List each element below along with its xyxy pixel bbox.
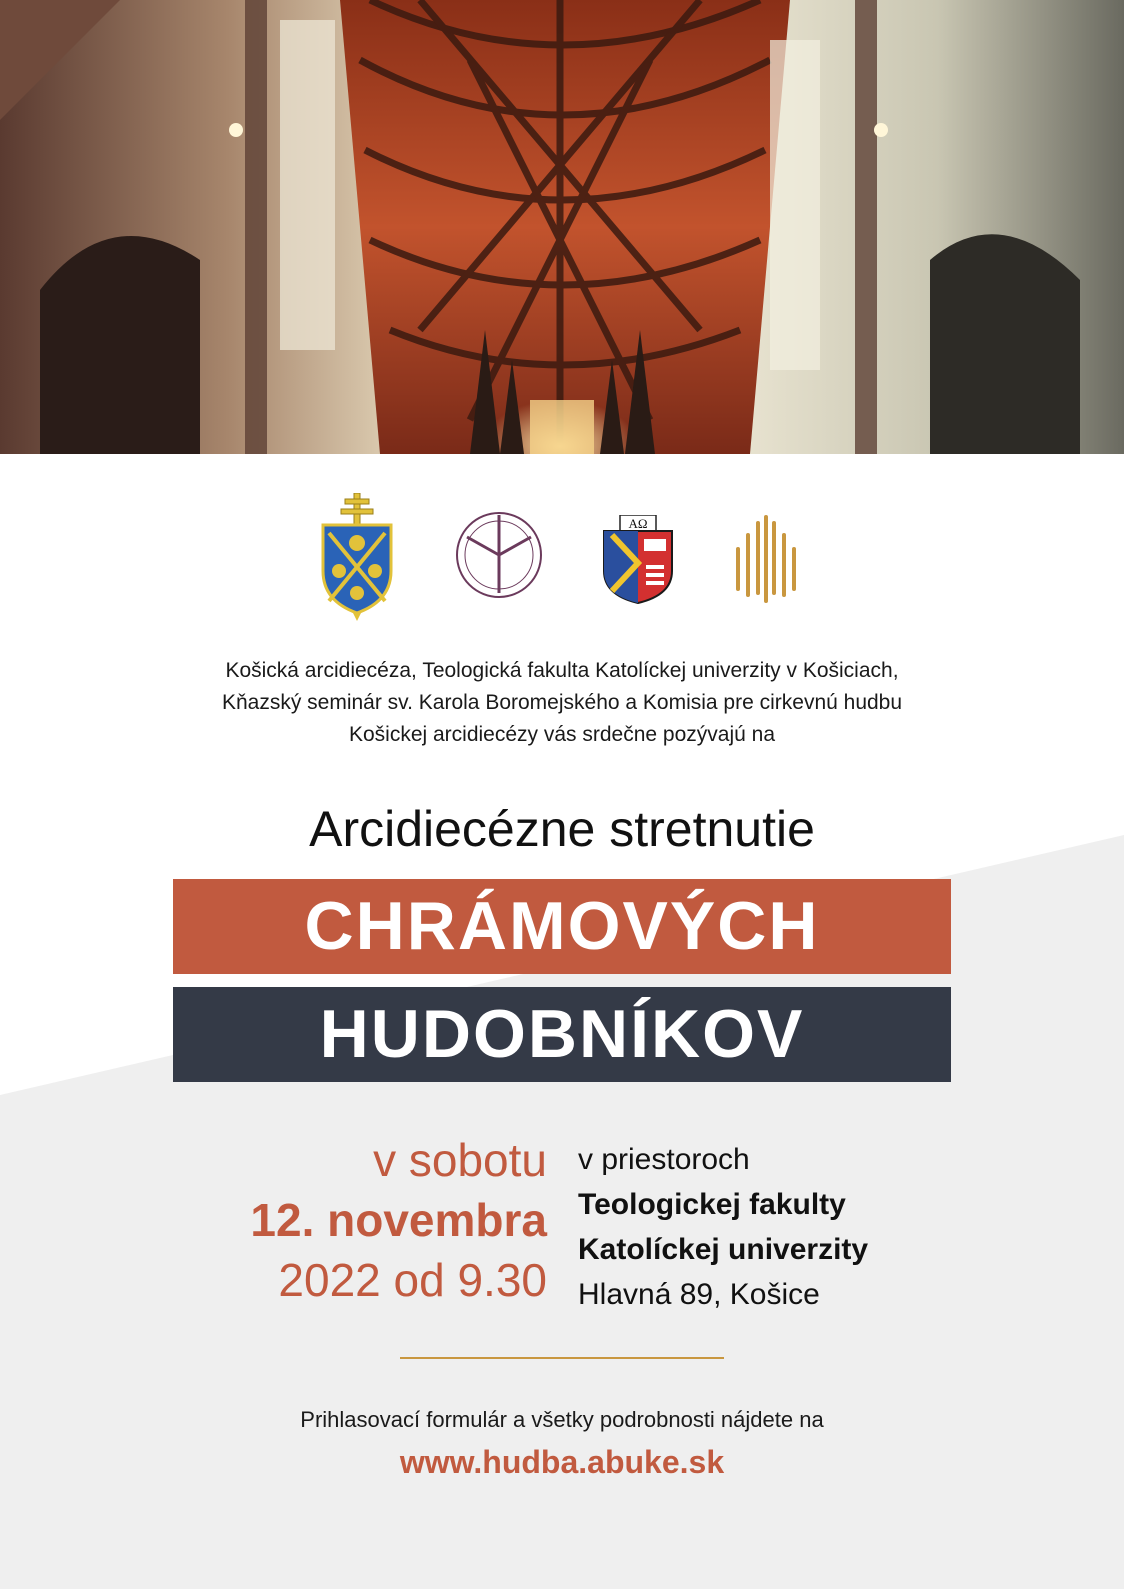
- registration-note: Prihlasovací formulár a všetky podrobnosti nájdete na: [300, 1407, 824, 1432]
- divider-line: [400, 1357, 724, 1359]
- intro-line: Košická arcidiecéza, Teologická fakulta Katolíckej univerzity v Košiciach,: [225, 659, 899, 682]
- seminary-crest-letters: AΩ: [628, 516, 648, 531]
- venue-address: Hlavná 89, Košice: [578, 1278, 820, 1311]
- logos-row: [0, 485, 1124, 625]
- venue-name-1: Teologickej fakulty: [578, 1188, 846, 1221]
- date-time: 2022 od 9.30: [278, 1254, 547, 1306]
- theology-faculty-seal-icon: [455, 511, 543, 599]
- seminary-coat-of-arms-icon: [602, 515, 674, 605]
- title-band-dark: HUDOBNÍKOV: [173, 987, 951, 1082]
- event-venue: [578, 1137, 868, 1317]
- venue-prefix: v priestoroch: [578, 1143, 750, 1176]
- date-day: 12. novembra: [250, 1194, 547, 1246]
- intro-line: Košickej arcidiecézy vás srdečne pozývajú na: [348, 723, 776, 746]
- archdiocese-coat-of-arms-icon: [321, 493, 393, 621]
- date-weekday: v sobotu: [373, 1134, 547, 1186]
- event-date: [250, 1130, 547, 1310]
- venue-name-2: Katolíckej univerzity: [578, 1233, 869, 1266]
- intro-line: Kňazský seminár sv. Karola Boromejského a Komisia pre cirkevnú hudbu: [221, 691, 903, 714]
- organ-pipes-icon: [734, 515, 798, 603]
- cathedral-vault-photo: [0, 0, 1124, 454]
- event-headline: Arcidiecézne stretnutie: [309, 801, 815, 857]
- title-band-accent: CHRÁMOVÝCH: [173, 879, 951, 974]
- website-link[interactable]: www.hudba.abuke.sk: [399, 1444, 725, 1480]
- invitation-intro: [112, 655, 1012, 751]
